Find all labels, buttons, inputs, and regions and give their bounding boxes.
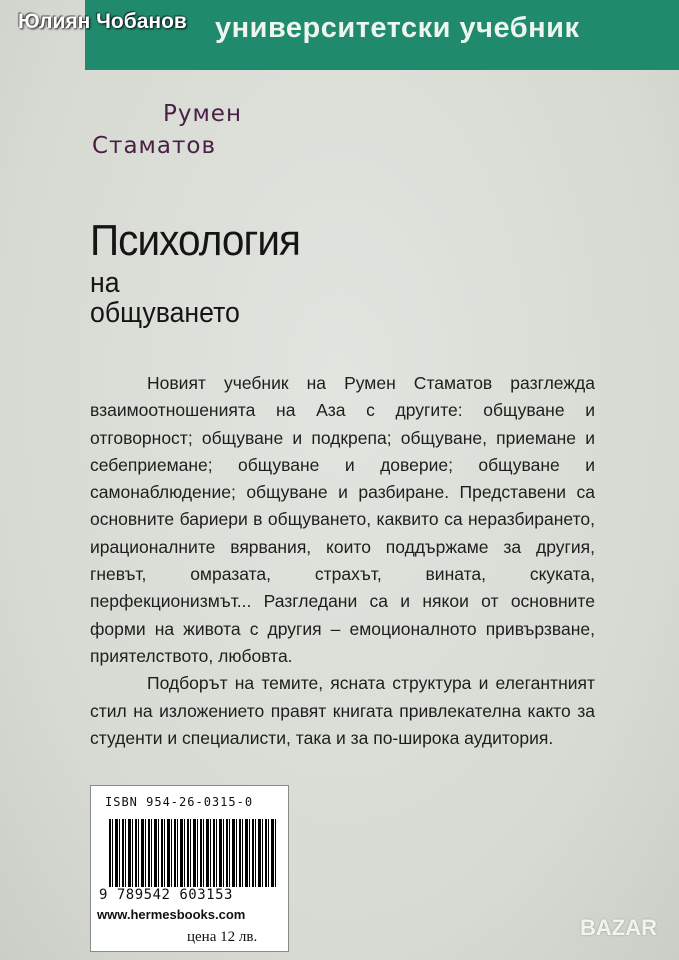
author-name [92,98,252,162]
barcode-icon [109,819,277,887]
barcode-digits: 9 789542 603153 [99,887,233,903]
author-first-name: Румен [162,101,242,127]
series-label: университетски учебник [215,12,580,44]
site-logo-watermark: BAZAR [580,915,657,940]
description-paragraph-2: Подборът на темите, ясната структура и елегантният стил на изложението правят книгата привлекателна както за студенти и специалисти, така и за по-широка аудитория. [90,673,595,748]
author-last-name: Стаматов [92,133,217,159]
uploader-watermark: Юлиян Чобанов [18,10,187,33]
book-title-line3: общуването [90,297,240,329]
description-paragraph-1: Новият учебник на Румен Стаматов разглежда взаимоотношенията на Аза с другите: общуване и отговорност; общуване и подкрепа; общуване, приемане и себеприемане; общуване и доверие; общуване и самонаблюдение; общуване и разбиране. Представени са основните бариери в общуването, каквито са неразбирането, ирационалните вярвания, които поддържаме за другия, гневът, омразата, страхът, вината, скуката, перфекционизмът... Разгледани са и някои от основните форми на живота с другия – емоционалното привързване, приятелството, любовта. [90,373,595,666]
isbn-barcode-block [90,785,289,952]
publisher-website: www.hermesbooks.com [97,907,246,922]
isbn-number: ISBN 954-26-0315-0 [105,795,254,809]
price-label: цена 12 лв. [187,929,258,945]
book-title-line2: на [90,267,120,299]
book-description [90,370,595,752]
book-title: Психология [90,216,301,265]
